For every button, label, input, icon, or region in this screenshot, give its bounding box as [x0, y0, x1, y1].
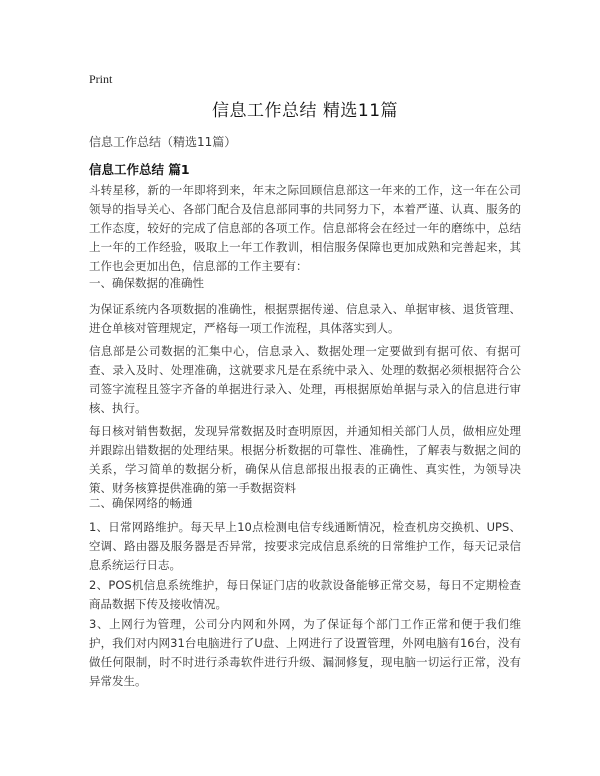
paragraph-data-process: 为保证系统内各项数据的准确性，根据票据传递、信息录入、单据审核、退货管理、进仓单核对管理规定，严格每一项工作流程，具体落实到人。: [89, 302, 521, 335]
section-heading: 信息工作总结 篇1: [89, 162, 190, 177]
print-label[interactable]: Print: [89, 72, 113, 86]
page-title: 信息工作总结 精选11篇: [211, 101, 399, 121]
heading-data-accuracy: 一、确保数据的准确性: [89, 276, 204, 290]
document-subtitle: 信息工作总结（精选11篇）: [89, 135, 237, 149]
paragraph-internet-management: 3、上网行为管理，公司分内网和外网，为了保证每个部门工作正常和便于我们维护，我们对内网31台电脑进行了U盘、上网进行了设置管理，外网电脑有16台，没有做任何限制，时不时进行杀毒软件进行升级、漏洞修复，现电脑一切运行正常，没有异常发生。: [89, 617, 521, 688]
heading-network: 二、确保网络的畅通: [89, 496, 193, 510]
paragraph-data-center: 信息部是公司数据的汇集中心，信息录入、数据处理一定要做到有据可依、有据可查、录入及时、处理准确，这就要求凡是在系统中录入、处理的数据必须根据符合公司签字流程且签字齐备的单据进行录入、处理，再根据原始单据与录入的信息进行审核、执行。: [89, 344, 521, 415]
paragraph-intro: 斗转星移，新的一年即将到来，年末之际回顾信息部这一年来的工作，这一年在公司领导的指导关心、各部门配合及信息部同事的共同努力下，本着严谨、认真、服务的工作态度，较好的完成了信息部的各项工作。信息部将会在经过一年的磨练中，总结上一年的工作经验，吸取上一年工作教训，相信服务保障也更加成熟和完善起来，其工作也会更加出色，信息部的工作主要有：: [89, 183, 521, 273]
paragraph-pos-maintenance: 2、POS机信息系统维护，每日保证门店的收款设备能够正常交易，每日不定期检查商品数据下传及接收情况。: [89, 578, 521, 611]
paragraph-daily-check: 每日核对销售数据，发现异常数据及时查明原因，并通知相关部门人员，做相应处理并跟踪出错数据的处理结果。根据分析数据的可靠性、准确性，了解表与数据之间的关系，学习简单的数据分析，确保从信息部报出报表的正确性、真实性，为领导决策、财务核算提供准确的第一手数据资料: [89, 424, 521, 495]
paragraph-network-maintenance: 1、日常网路维护。每天早上10点检测电信专线通断情况，检查机房交换机、UPS、空调、路由器及服务器是否异常，按要求完成信息系统的日常维护工作，每天记录信息系统运行日志。: [89, 520, 521, 572]
